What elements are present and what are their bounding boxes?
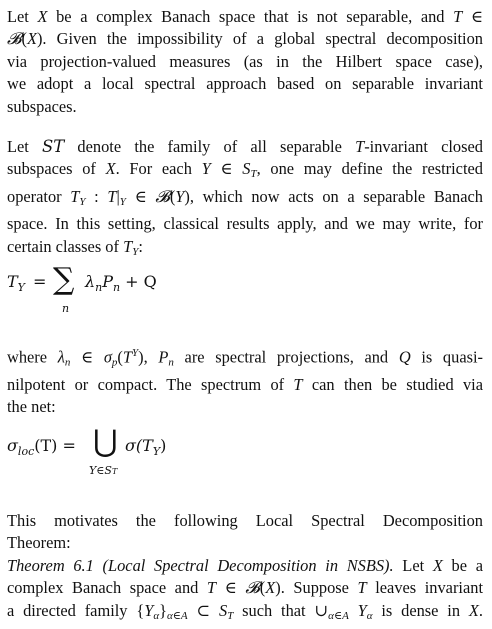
text-line: nilpotent or compact. The spectrum of T can then be studied via	[7, 374, 483, 394]
text-line: operator TY : T|Y ∈ 𝓑(Y), which now acts on a separable Banach	[7, 186, 483, 208]
text-line: 𝓑(X). Given the impossibility of a global spectral decomposition	[7, 29, 483, 49]
text-line: the net:	[7, 397, 56, 417]
paragraph-theorem	[7, 510, 483, 627]
paragraph-family-definition	[7, 136, 483, 263]
text-line: we adopt a local spectral approach based on separable invariant	[7, 74, 483, 94]
paragraph-where	[7, 342, 483, 419]
text-line: Let 𝑆𝑇 denote the family of all separable T-invariant closed	[7, 137, 483, 156]
text-line: where λn ∈ $\sigma p(T^Y)$, Pn are spectral projections, and Q is quasi-	[7, 347, 483, 369]
text-line: via projection-valued measures (as in the Hilbert space case),	[7, 51, 483, 71]
text-line: complex Banach space and T ∈ 𝓑(X). Suppose T leaves invariant	[7, 578, 483, 598]
text-line: This motivates the following Local Spectral Decomposition	[7, 511, 483, 530]
text-line: Theorem:	[7, 533, 71, 553]
text-line: certain classes of TY:	[7, 236, 143, 258]
union-symbol: ⋃	[93, 424, 118, 459]
text-line: subspaces.	[7, 96, 77, 116]
equation-local-spectrum: $\sigma_{loc}(T)$ = ⋃ Y∈ST $\sigma(T_Y)$	[7, 424, 167, 477]
equation-decomposition: $T_Y$ = ∑ n $\lambda_nP_n + Q$	[7, 262, 157, 315]
paragraph-intro	[7, 6, 483, 118]
text-line: Theorem 6.1 (Local Spectral Decomposition in NSBS). Let X be a	[7, 555, 483, 575]
text-line: subspaces of X. For each Y ∈ ST, one may define the restricted	[7, 159, 483, 181]
text-line: a directed family {Yα}α∈A ⊂ ST such that ∪α∈A Yα is dense in X.	[7, 600, 483, 622]
summation-symbol: ∑	[53, 262, 75, 297]
text-line: Let X be a complex Banach space that is not separable, and T ∈	[7, 7, 484, 26]
text-line: space. In this setting, classical results apply, and we may write, for	[7, 214, 483, 234]
